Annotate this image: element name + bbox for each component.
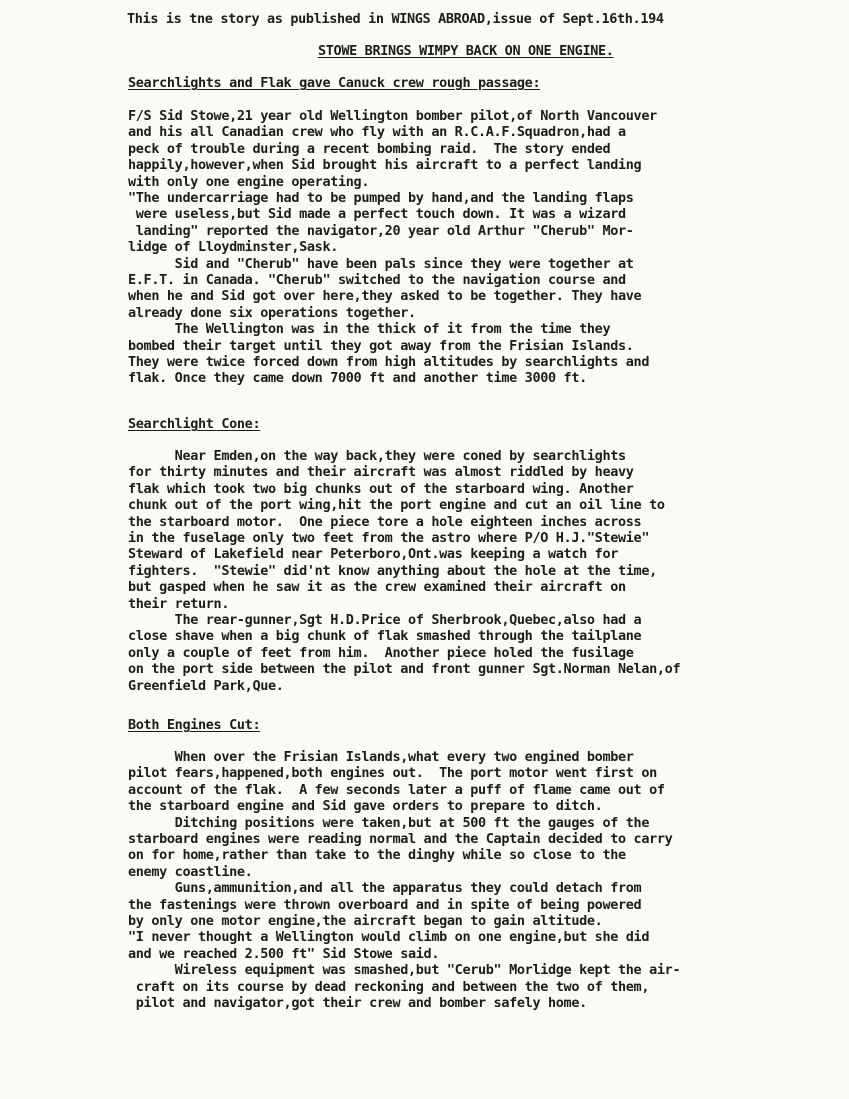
intro-line: This is tne story as published in WINGS ABROAD,issue of Sept.16th.194 [127,11,664,27]
body-line: landing" reported the navigator,20 year old Arthur "Cherub" Mor- [128,222,634,239]
body-line: flak which took two big chunks out of the starboard wing. Another [128,480,634,497]
body-line: when he and Sid got over here,they asked to be together. They have [128,288,642,305]
body-line: and his all Canadian crew who fly with an R.C.A.F.Squadron,had a [128,124,626,141]
body-line: on the port side between the pilot and front gunner Sgt.Norman Nelan,of [128,661,681,678]
body-line: "The undercarriage had to be pumped by hand,and the landing flaps [128,190,634,206]
body-line: pilot fears,happened,both engines out. The port motor went first on [128,765,657,782]
body-line: the starboard engine and Sid gave orders to prepare to ditch. [128,798,603,815]
body-line: F/S Sid Stowe,21 year old Wellington bomber pilot,of North Vancouver [128,108,657,124]
body-line: When over the Frisian Islands,what every two engined bomber [128,749,634,765]
body-line: for thirty minutes and their aircraft was almost riddled by heavy [128,464,634,481]
body-line: Guns,ammunition,and all the apparatus they could detach from [128,880,642,897]
body-line: on for home,rather than take to the dinghy while so close to the [128,847,626,864]
article-title: STOWE BRINGS WIMPY BACK ON ONE ENGINE. [318,43,614,59]
body-line: flak. Once they came down 7000 ft and another time 3000 ft. [128,370,587,387]
body-line: E.F.T. in Canada. "Cherub" switched to the navigation course and [128,272,626,288]
body-line: The rear-gunner,Sgt H.D.Price of Sherbrook,Quebec,also had a [128,612,642,628]
section-heading: Searchlight Cone: [128,416,261,432]
body-line: but gasped when he saw it as the crew examined their aircraft on [128,579,626,596]
body-line: Steward of Lakefield near Peterboro,Ont.was keeping a watch for [128,546,618,563]
body-line: and we reached 2.500 ft" Sid Stowe said. [128,945,440,962]
body-line: happily,however,when Sid brought his aircraft to a perfect landing [128,157,642,174]
body-line: enemy coastline. [128,863,253,880]
body-line: Ditching positions were taken,but at 500 ft the gauges of the [128,814,650,831]
body-line: the starboard motor. One piece tore a hole eighteen inches across [128,513,642,530]
body-line: Sid and "Cherub" have been pals since they were together at [128,255,634,272]
body-line: fighters. "Stewie" did'nt know anything about the hole at the time, [128,562,657,579]
body-line: peck of trouble during a recent bombing raid. The story ended [128,140,611,157]
body-line: in the fuselage only two feet from the astro where P/O H.J."Stewie" [128,530,650,546]
body-line: "I never thought a Wellington would climb on one engine,but she did [128,929,650,946]
body-line: already done six operations together. [128,304,416,321]
section-heading: Both Engines Cut: [128,717,261,733]
body-line: The Wellington was in the thick of it from the time they [128,321,611,338]
body-line: chunk out of the port wing,hit the port engine and cut an oil line to [128,497,665,514]
section-heading: Searchlights and Flak gave Canuck crew rough passage: [128,75,541,91]
body-line: starboard engines were reading normal and the Captain decided to carry [128,831,673,847]
body-line: were useless,but Sid made a perfect touch down. It was a wizard [128,206,626,223]
body-line: pilot and navigator,got their crew and bomber safely home. [128,995,587,1011]
body-line: only a couple of feet from him. Another piece holed the fusilage [128,644,634,661]
body-line: account of the flak. A few seconds later a puff of flame came out of [128,781,665,798]
body-line: close shave when a big chunk of flak smashed through the tailplane [128,628,642,645]
body-line: their return. [128,595,230,612]
body-line: Greenfield Park,Que. [128,677,284,694]
body-line: They were twice forced down from high altitudes by searchlights and [128,354,650,370]
body-line: the fastenings were thrown overboard and in spite of being powered [128,896,642,913]
body-line: Near Emden,on the way back,they were coned by searchlights [128,448,626,464]
body-line: lidge of Lloydminster,Sask. [128,239,338,256]
body-line: bombed their target until they got away from the Frisian Islands. [128,337,634,354]
body-line: craft on its course by dead reckoning and between the two of them, [128,978,650,995]
body-line: Wireless equipment was smashed,but "Cerub" Morlidge kept the air- [128,962,681,979]
body-line: with only one engine operating. [128,173,370,190]
body-line: by only one motor engine,the aircraft began to gain altitude. [128,913,603,929]
